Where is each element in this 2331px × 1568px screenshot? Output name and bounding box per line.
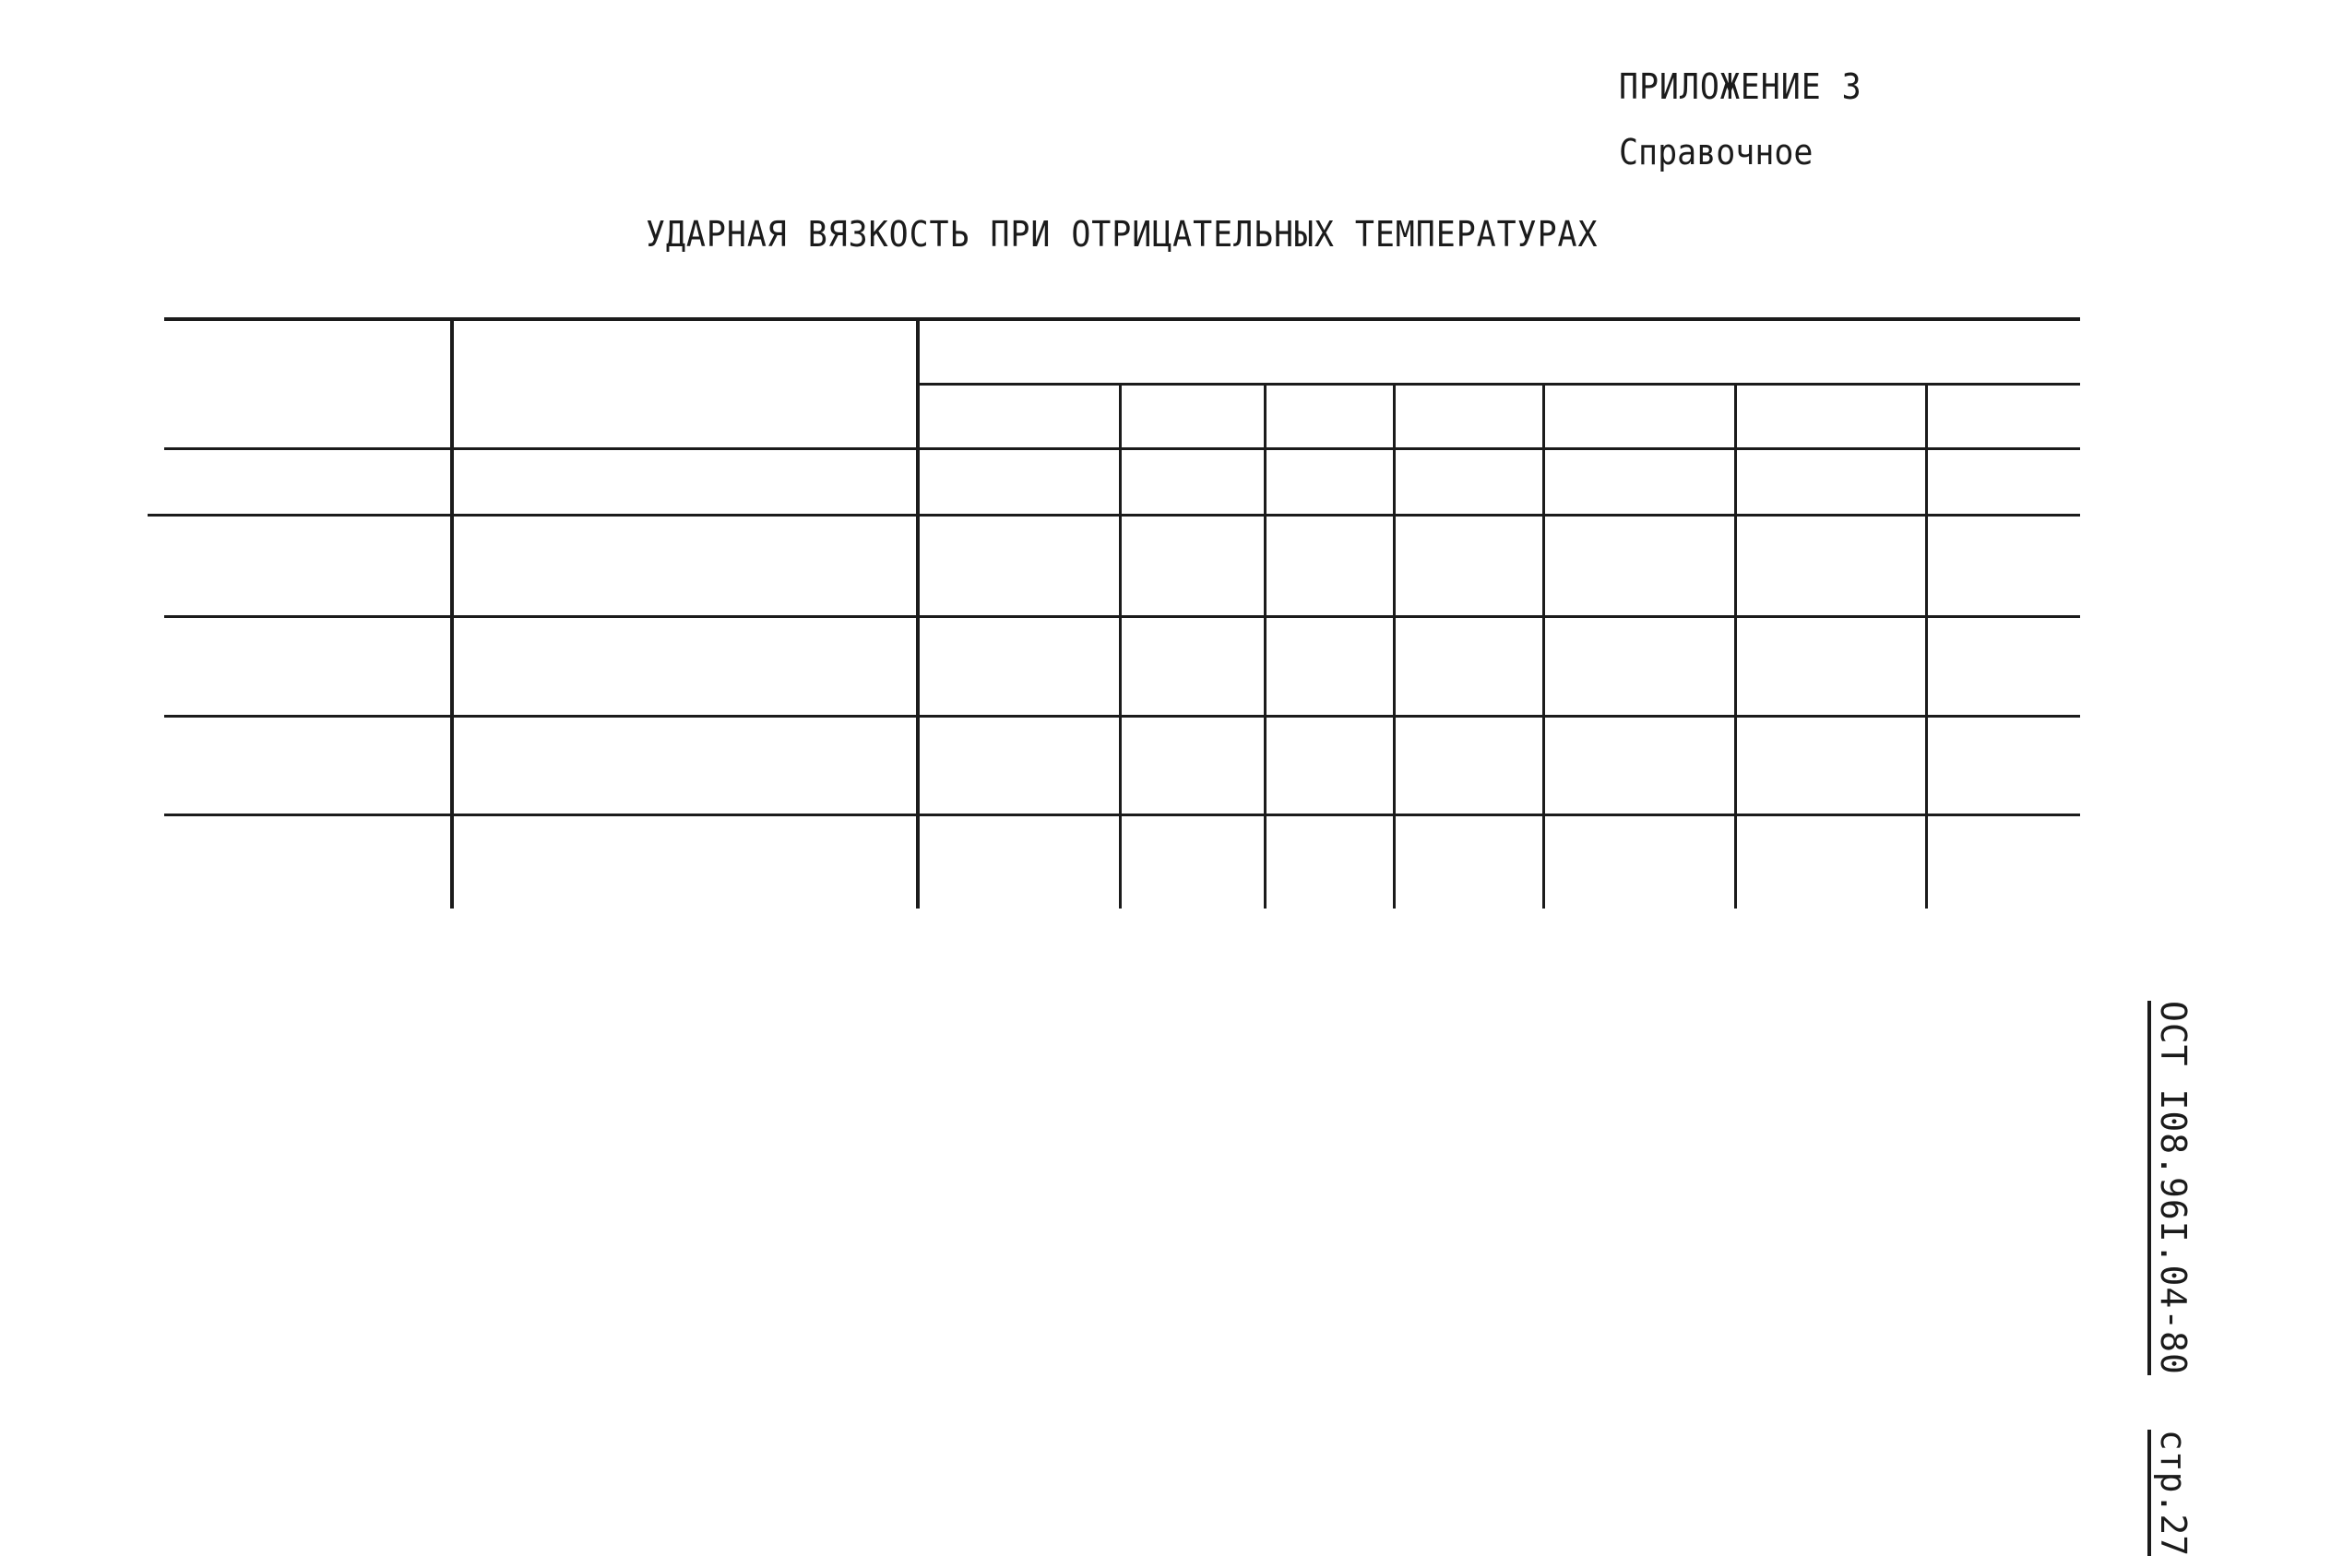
column-rule — [1542, 383, 1545, 909]
standard-code: ОСТ I08.96I.04-80 — [2147, 1001, 2194, 1375]
row-rule — [148, 514, 2080, 517]
appendix-label: ПРИЛОЖЕНИЕ 3 — [1619, 66, 1862, 107]
column-rule — [1119, 383, 1122, 909]
page-number: стр.27 — [2147, 1430, 2194, 1556]
column-rule — [916, 317, 920, 909]
side-footer — [2142, 1001, 2194, 1557]
reference-label: Справочное — [1619, 132, 1814, 172]
column-rule — [450, 317, 454, 909]
column-rule — [1734, 383, 1737, 909]
header-split-rule — [916, 383, 2080, 386]
column-rule — [1393, 383, 1396, 909]
column-rule — [1264, 383, 1267, 909]
document-title: УДАРНАЯ ВЯЗКОСТЬ ПРИ ОТРИЦАТЕЛЬНЫХ ТЕМПЕРАТУРАХ — [646, 214, 1599, 255]
column-rule — [1925, 383, 1928, 909]
